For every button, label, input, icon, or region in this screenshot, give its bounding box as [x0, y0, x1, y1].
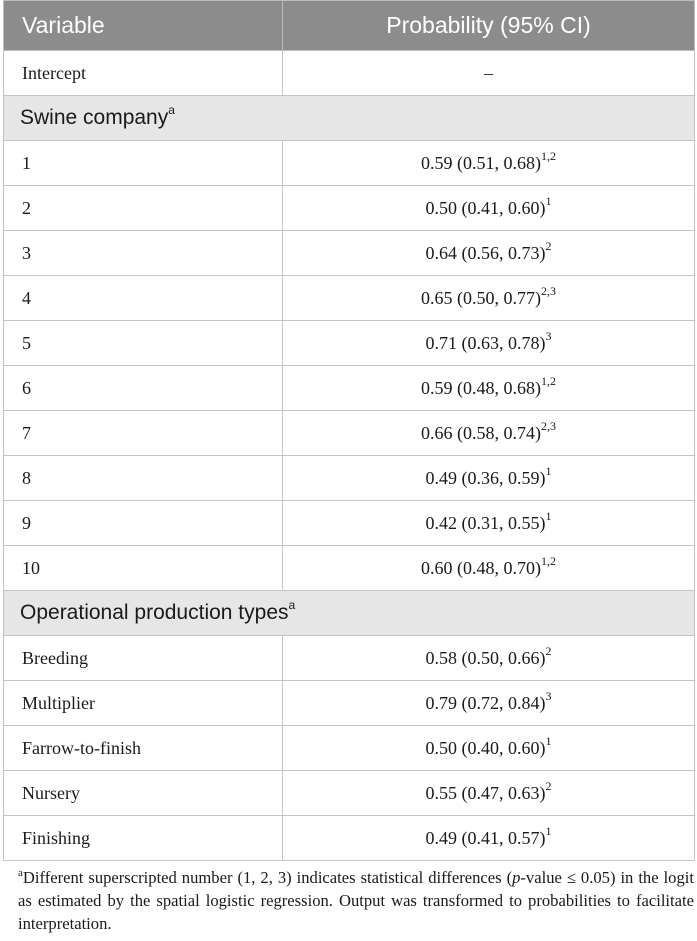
table-row — [4, 366, 695, 411]
row-value: 0.60 (0.48, 0.70)$^{1,2}$ — [283, 546, 695, 591]
row-value: 0.79 (0.72, 0.84)$^3$ — [283, 681, 695, 726]
header-variable: Variable — [4, 1, 283, 51]
table-footnote — [18, 866, 694, 935]
row-value: 0.65 (0.50, 0.77)$^{2,3}$ — [283, 276, 695, 321]
header-probability: Probability (95% CI) — [283, 1, 695, 51]
results-table — [3, 0, 695, 861]
table-row — [4, 141, 695, 186]
footnote-text-before: Different superscripted number (1, 2, 3) indicates statistical differences ( — [22, 868, 513, 887]
row-label: 9 — [4, 501, 283, 546]
row-value: 0.59 (0.51, 0.68)$^{1,2}$ — [283, 141, 695, 186]
row-value: 0.71 (0.63, 0.78)$^3$ — [283, 321, 695, 366]
row-value: 0.64 (0.56, 0.73)$^2$ — [283, 231, 695, 276]
footnote-marker: a — [18, 867, 23, 880]
row-value: 0.50 (0.41, 0.60)$^1$ — [283, 186, 695, 231]
table-row — [4, 681, 695, 726]
row-label: 10 — [4, 546, 283, 591]
section-swine-company — [4, 96, 695, 141]
row-label: 6 — [4, 366, 283, 411]
footnote-italic: p — [512, 868, 521, 887]
row-value: 0.66 (0.58, 0.74)$^{2,3}$ — [283, 411, 695, 456]
table-row — [4, 231, 695, 276]
intercept-row — [4, 51, 695, 96]
row-label: Multiplier — [4, 681, 283, 726]
table-row — [4, 726, 695, 771]
table-row — [4, 186, 695, 231]
section-title-text: Swine company — [20, 106, 169, 129]
section-footnote-marker: a — [288, 598, 296, 612]
table-row — [4, 636, 695, 681]
row-label: 2 — [4, 186, 283, 231]
row-label: 3 — [4, 231, 283, 276]
table-row — [4, 771, 695, 816]
table-row — [4, 411, 695, 456]
section-title — [4, 591, 695, 636]
row-label: 7 — [4, 411, 283, 456]
row-value: 0.49 (0.36, 0.59)$^1$ — [283, 456, 695, 501]
section-footnote-marker: a — [168, 103, 175, 117]
table-row — [4, 546, 695, 591]
section-title-text: Operational production types — [20, 601, 289, 624]
section-title — [4, 96, 695, 141]
table-row — [4, 501, 695, 546]
row-value: 0.55 (0.47, 0.63)$^2$ — [283, 771, 695, 816]
row-label: 5 — [4, 321, 283, 366]
row-label: Breeding — [4, 636, 283, 681]
row-label: 4 — [4, 276, 283, 321]
row-value: 0.49 (0.41, 0.57)$^1$ — [283, 816, 695, 861]
table-row — [4, 816, 695, 861]
table-row — [4, 456, 695, 501]
row-label: Farrow-to-finish — [4, 726, 283, 771]
intercept-value: – — [283, 51, 695, 96]
row-label: Finishing — [4, 816, 283, 861]
row-value: 0.58 (0.50, 0.66)$^2$ — [283, 636, 695, 681]
row-label: Nursery — [4, 771, 283, 816]
row-value: 0.42 (0.31, 0.55)$^1$ — [283, 501, 695, 546]
section-production-types — [4, 591, 695, 636]
table-row — [4, 321, 695, 366]
row-value: 0.50 (0.40, 0.60)$^1$ — [283, 726, 695, 771]
row-label: 1 — [4, 141, 283, 186]
footnote-text-after: -value ≤ 0.05) in the logit as estimated by the spatial logistic regression. Output was transformed to probabilities to facilitate interpretation. — [18, 868, 694, 933]
row-label: 8 — [4, 456, 283, 501]
table-row — [4, 276, 695, 321]
intercept-label: Intercept — [4, 51, 283, 96]
row-value: 0.59 (0.48, 0.68)$^{1,2}$ — [283, 366, 695, 411]
header-row — [4, 1, 695, 51]
